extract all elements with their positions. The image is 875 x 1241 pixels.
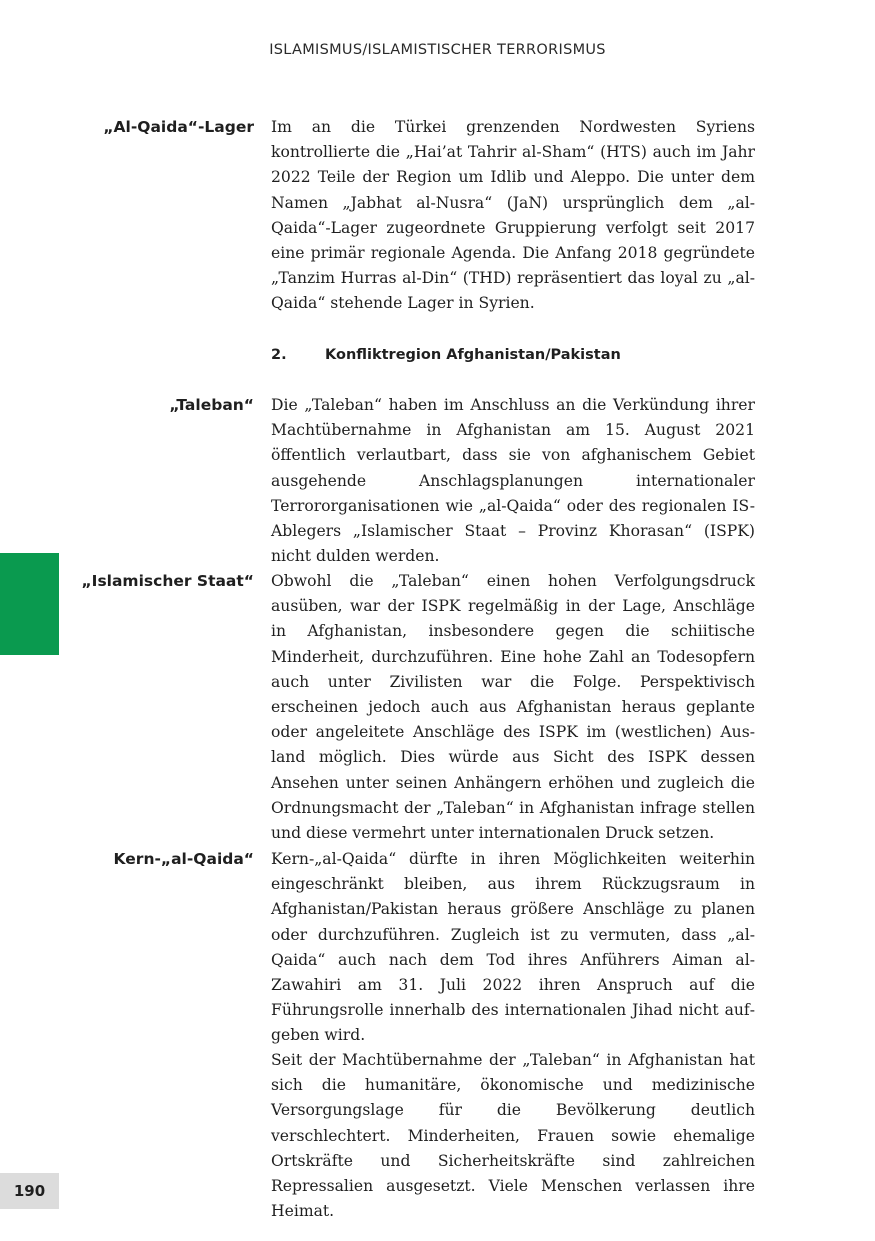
paragraph-humanitarian-situation: Seit der Machtübernahme der „Taleban“ in Afghanistan hat sich die humanitäre, ökonomische und medizinische Versorgungslage für die Bevölkerung deutlich verschlechtert. Minderheiten, Frauen sowie ehemalige Ortskräfte und Sicherheitskräfte sind zahlreichen Repressalien ausgesetzt. Viele Menschen verlassen ihre Heimat. (271, 1051, 755, 1221)
section-heading (271, 344, 621, 366)
running-header: ISLAMISMUS/ISLAMISTISCHER TERRORISMUS (269, 42, 606, 58)
paragraph-taleban: Die „Taleban“ haben im Anschluss an die Verkündung ihrer Machtübernahme in Afghanistan am 15. August 2021 öffentlich verlautbart, dass sie von afghanischem Gebiet ausgehende Anschlagsplanungen internationaler Terrororganisationen wie „al-Qaida“ oder des regionalen IS-Ablegers „Islamischer Staat – Provinz Khorasan“ (ISPK) nicht dulden werden. (271, 396, 755, 566)
section-number: 2. (271, 347, 287, 363)
margin-label-taleban: „Taleban“ (169, 396, 254, 414)
section-title: Konfliktregion Afghanistan/Pakistan (325, 347, 621, 363)
paragraph-kern-al-qaida: Kern-„al-Qaida“ dürfte in ihren Möglichkeiten weiterhin eingeschränkt bleiben, aus ihrem Rückzugsraum in Afghanistan/Pakistan heraus größere Anschläge zu planen oder durchzuführen. Zugleich ist zu vermuten, dass „al-Qaida“ auch nach dem Tod ihres Anführers Aiman al-Zawahiri am 31. Juli 2022 ihren Anspruch auf die Führungsrolle innerhalb des internationalen Jihad nicht aufgeben wird. (271, 850, 755, 1045)
page-number: 190 (0, 1173, 59, 1209)
margin-label-al-qaida-lager: „Al-Qaida“-Lager (103, 118, 254, 136)
section-color-tab (0, 553, 59, 655)
margin-label-islamischer-staat: „Islamischer Staat“ (81, 572, 254, 590)
margin-label-kern-al-qaida: Kern-„al-Qaida“ (113, 850, 254, 868)
paragraph-al-qaida-lager: Im an die Türkei grenzenden Nordwesten Syriens kontrollierte die „Hai’at Tahrir al-Sham“ (HTS) auch im Jahr 2022 Teile der Region um Idlib und Aleppo. Die unter dem Namen „Jabhat al-Nusra“ (JaN) ursprünglich dem „al-Qaida“-Lager zugeordnete Gruppierung verfolgt seit 2017 eine primär regionale Agenda. Die Anfang 2018 gegründete „Tanzim Hurras al-Din“ (THD) repräsentiert das loyal zu „al-Qaida“ stehende Lager in Syrien. (271, 118, 755, 313)
paragraph-islamischer-staat: Obwohl die „Taleban“ einen hohen Verfolgungsdruck ausüben, war der ISPK regelmäßig in der Lage, Anschläge in Afghanistan, insbesondere gegen die schiitische Minderheit, durchzuführen. Eine hohe Zahl an Todesopfern auch unter Zivilisten war die Folge. Perspektivisch erscheinen jedoch auch aus Afghanistan heraus geplante oder angeleitete Anschläge des ISPK im (westlichen) Ausland möglich. Dies würde aus Sicht des ISPK dessen Ansehen unter seinen Anhängern erhöhen und zugleich die Ordnungsmacht der „Taleban“ in Afghanistan infrage stellen und diese vermehrt unter internationalen Druck setzen. (271, 572, 755, 843)
